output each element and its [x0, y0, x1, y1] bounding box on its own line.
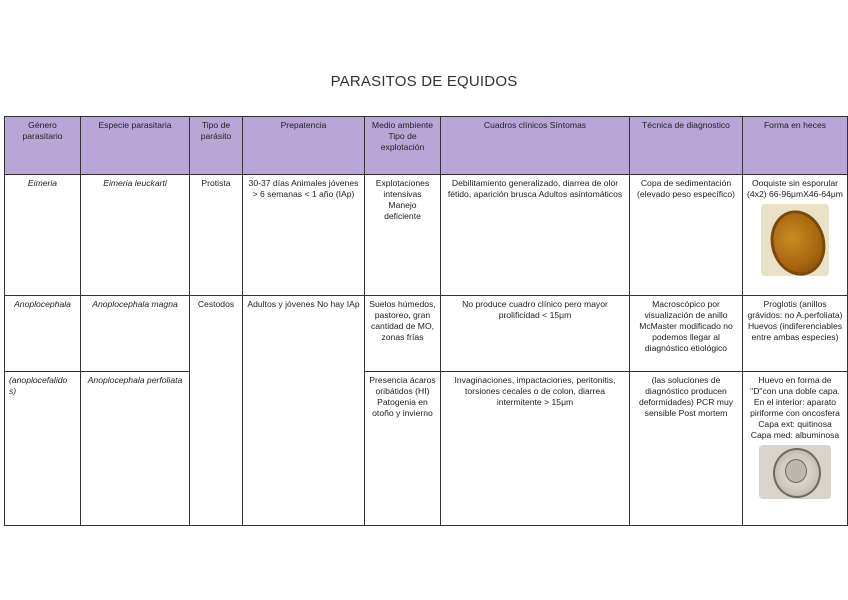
header-tecnica: Técnica de diagnostico [630, 117, 743, 175]
header-genero: Género parasitario [5, 117, 81, 175]
cell-especie: Eimeria leuckarti [81, 175, 190, 296]
cell-medio: Suelos húmedos, pastoreo, gran cantidad de MO, zonas frías [365, 296, 441, 372]
cell-forma: Proglotis (anillos grávidos: no A.perfoliata) Huevos (indiferenciables entre ambas especies) [743, 296, 848, 372]
header-cuadros: Cuadros clínicos Síntomas [441, 117, 630, 175]
cell-especie: Anoplocephala magna [81, 296, 190, 372]
header-row [5, 117, 848, 175]
cell-tipo: Cestodos [190, 296, 243, 526]
anoplocephala-egg-image [759, 445, 831, 499]
cell-especie: Anoplocephala perfoliata [81, 372, 190, 526]
header-especie: Especie parasitaria [81, 117, 190, 175]
table-row [5, 296, 848, 372]
forma-text: Huevo en forma de "D"con una doble capa. En el interior: aparato piriforme con oncosfera Capa ext: quitinosa Capa med: albuminosa [750, 375, 840, 440]
cell-forma [743, 372, 848, 526]
cell-cuadros: Debilitamiento generalizado, diarrea de olor fétido, aparición brusca Adultos asintomáticos [441, 175, 630, 296]
cell-forma [743, 175, 848, 296]
page-title: PARASITOS DE EQUIDOS [330, 73, 518, 90]
eimeria-oocyst-image [761, 204, 829, 276]
cell-medio: Presencia ácaros oribátidos (HI) Patogenia en otoño y invierno [365, 372, 441, 526]
cell-prepatencia: 30-37 días Animales jóvenes > 6 semanas < 1 año (IAp) [243, 175, 365, 296]
cell-cuadros: No produce cuadro clínico pero mayor prolificidad < 15μm [441, 296, 630, 372]
cell-genero: Anoplocephala [5, 296, 81, 372]
table-row [5, 175, 848, 296]
parasite-table [4, 116, 848, 526]
header-prepatencia: Prepatencia [243, 117, 365, 175]
cell-medio: Explotaciones intensivas Manejo deficiente [365, 175, 441, 296]
cell-tecnica: (las soluciones de diagnóstico producen deformidades) PCR muy sensible Post mortem [630, 372, 743, 526]
cell-tipo: Protista [190, 175, 243, 296]
cell-genero: (anoplocefalido s) [5, 372, 81, 526]
forma-text: Ooquiste sin esporular (4x2) 66-96μmX46-64μm [747, 178, 843, 199]
cell-tecnica: Copa de sedimentación (elevado peso específico) [630, 175, 743, 296]
header-forma: Forma en heces [743, 117, 848, 175]
header-tipo: Tipo de parásito [190, 117, 243, 175]
cell-genero: Eimeria [5, 175, 81, 296]
cell-tecnica: Macroscópico por visualización de anillo McMaster modificado no podemos llegar al diagnóstico etiológico [630, 296, 743, 372]
header-medio: Medio ambiente Tipo de explotación [365, 117, 441, 175]
cell-prepatencia: Adultos y jóvenes No hay IAp [243, 296, 365, 526]
table-row [5, 372, 848, 526]
cell-cuadros: Invaginaciones, impactaciones, peritonitis, torsiones cecales o de colon, diarrea intermitente > 15μm [441, 372, 630, 526]
